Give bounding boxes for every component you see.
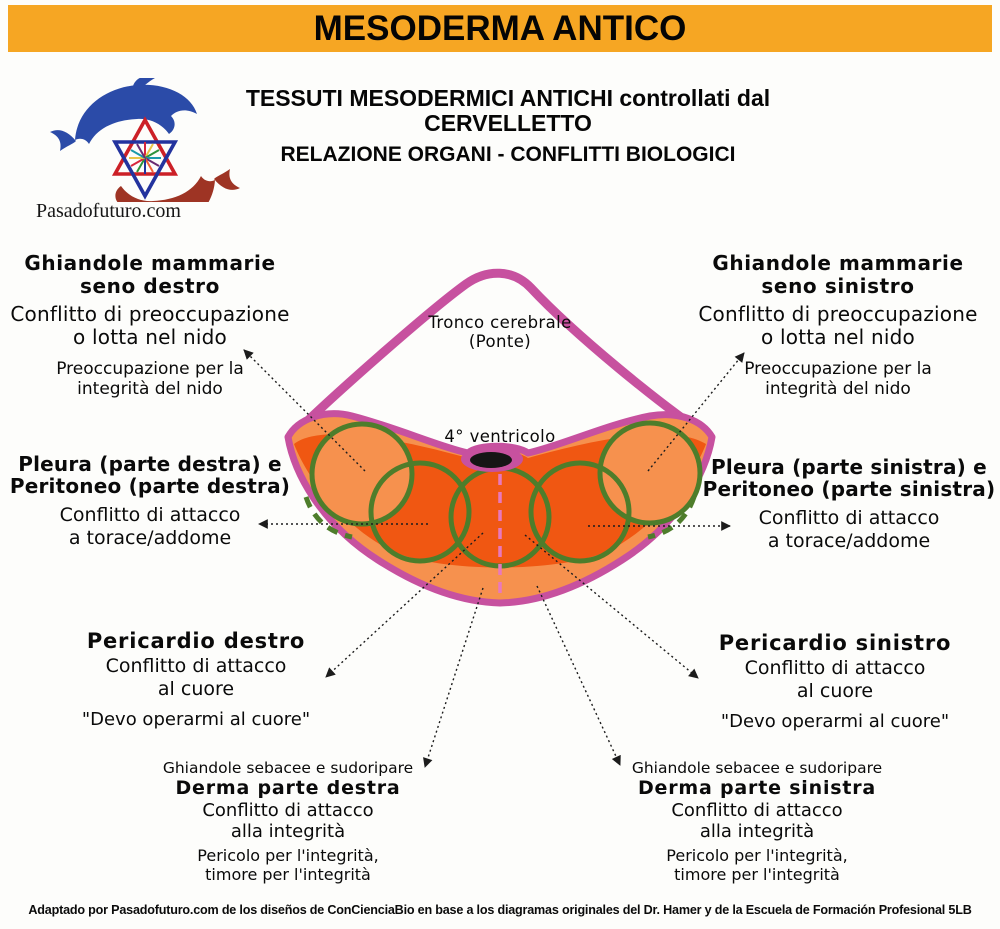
label-tronco-cerebrale	[400, 313, 600, 351]
label-pleura-sinistra	[696, 456, 1000, 553]
label-pericardio-destro	[58, 629, 334, 730]
derma-sinistra-glands: Ghiandole sebacee e sudoripare	[631, 759, 883, 777]
derma-destra-glands: Ghiandole sebacee e sudoripare	[162, 759, 414, 777]
label-pericardio-sinistro	[697, 631, 973, 732]
logo-site-text: Pasadofuturo.com	[36, 200, 181, 222]
mammarie-destro-title: Ghiandole mammarie seno destro	[24, 251, 276, 298]
footer-credit: Adaptado por Pasadofuturo.com de los diseños de ConCienciaBio en base a los diagramas originales del Dr. Hamer y de la Escuela de Formación Profesional 5LB	[28, 903, 972, 917]
mammarie-sinistro-note: Preoccupazione per la integrità del nido	[744, 359, 932, 399]
label-derma-destra	[138, 759, 438, 884]
derma-destra-title: Derma parte destra	[175, 777, 401, 799]
page-subtitle: RELAZIONE ORGANI - CONFLITTI BIOLOGICI	[280, 143, 736, 166]
label-derma-sinistra	[607, 759, 907, 884]
mammarie-sinistro-title: Ghiandole mammarie seno sinistro	[712, 251, 964, 298]
pericardio-destro-title: Pericardio destro	[86, 629, 306, 653]
derma-destra-note: Pericolo per l'integrità, timore per l'integrità	[197, 846, 379, 884]
ventricle-icon	[470, 452, 512, 468]
banner-title: MESODERMA ANTICO	[313, 8, 687, 48]
label-mammarie-destro	[0, 252, 306, 399]
arrow-derma-sinistra	[537, 586, 620, 765]
pericardio-destro-conflict: Conflitto di attacco al cuore	[105, 655, 287, 700]
pleura-destra-conflict: Conflitto di attacco a torace/addome	[59, 504, 241, 549]
pericardio-destro-quote: "Devo operarmi al cuore"	[81, 709, 311, 730]
tronco-line1: Tronco cerebrale	[428, 313, 572, 332]
mammarie-sinistro-conflict: Conflitto di preoccupazione o lotta nel nido	[698, 302, 978, 349]
derma-sinistra-title: Derma parte sinistra	[637, 777, 877, 799]
mammarie-destro-conflict: Conflitto di preoccupazione o lotta nel nido	[10, 302, 290, 349]
derma-sinistra-conflict: Conflitto di attacco alla integrità	[671, 800, 843, 842]
page-title-line2: CERVELLETTO	[424, 110, 592, 136]
hemisphere-circle-left	[312, 424, 412, 524]
pericardio-sinistro-conflict: Conflitto di attacco al cuore	[744, 657, 926, 702]
derma-sinistra-note: Pericolo per l'integrità, timore per l'integrità	[666, 846, 848, 884]
pleura-sinistra-title: Pleura (parte sinistra) e Peritoneo (parte sinistra)	[702, 455, 996, 501]
label-mammarie-sinistro	[678, 252, 998, 399]
pleura-destra-title: Pleura (parte destra) e Peritoneo (parte destra)	[9, 452, 291, 498]
pleura-sinistra-conflict: Conflitto di attacco a torace/addome	[758, 507, 940, 552]
pericardio-sinistro-quote: "Devo operarmi al cuore"	[720, 711, 950, 732]
pericardio-sinistro-title: Pericardio sinistro	[718, 631, 952, 655]
page-title-line1: TESSUTI MESODERMICI ANTICHI controllati dal	[245, 85, 771, 111]
hemisphere-circle-right	[600, 423, 700, 523]
mammarie-destro-note: Preoccupazione per la integrità del nido	[56, 359, 244, 399]
brainstem-tent-outline	[292, 273, 708, 436]
label-ventricolo: 4° ventricolo	[444, 427, 556, 446]
arrow-derma-destra	[425, 588, 483, 767]
tronco-line2: (Ponte)	[468, 332, 532, 351]
derma-destra-conflict: Conflitto di attacco alla integrità	[202, 800, 374, 842]
label-pleura-destra	[0, 453, 302, 550]
